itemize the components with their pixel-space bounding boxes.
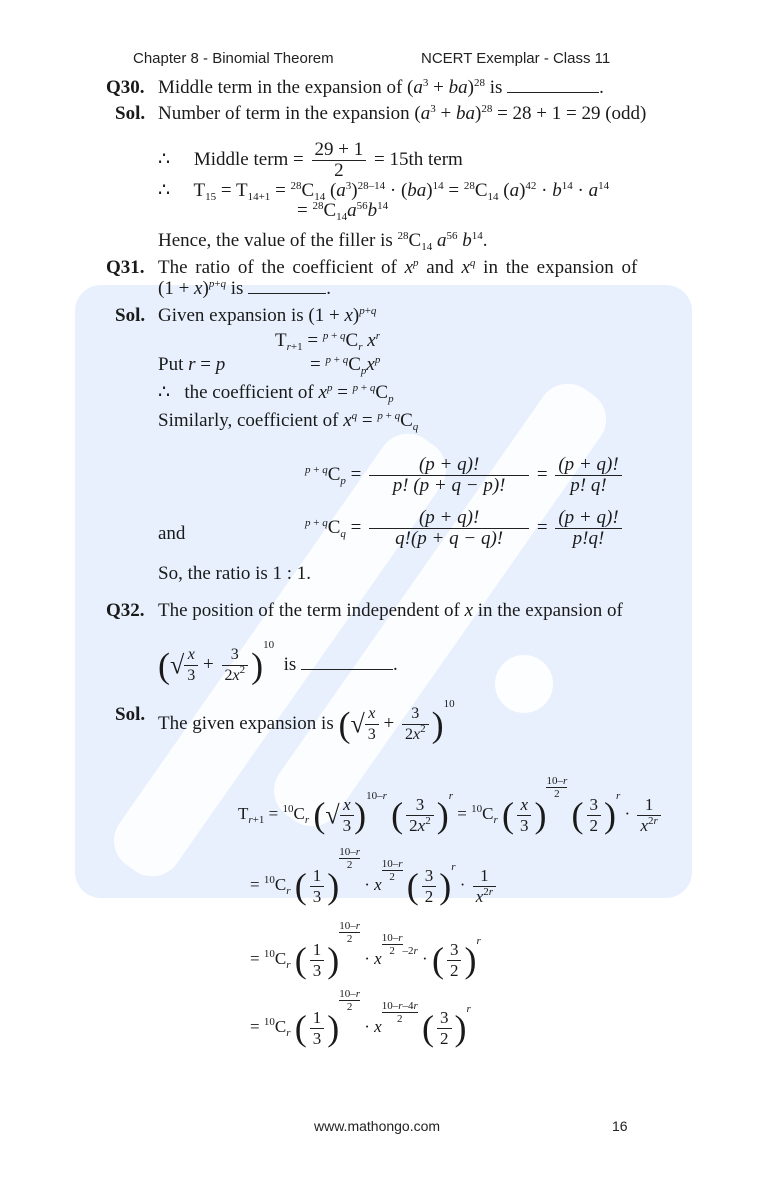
question-label-q31: Q31. — [106, 257, 145, 278]
solution-q32-step1: $T_{r+1} = ^{10}C_r$ (√ $\frac{x}{3}$ )$^{10-r}$ ( $\frac{3}{2x^2}$ )$^r = ^{10}C_r$ ( $\frac{x}{3}$ ) $\frac{10-r}{2}$ ( $\frac{3}{2}$ )$^r$ · $\frac{1}{x^{2r}}$ — [238, 775, 664, 836]
solution-q30-line1: Number of term in the expansion $(a^3 + ba)^{28} = 28 + 1 = 29$ (odd) — [158, 103, 647, 124]
solution-q31-line1: Given expansion is $(1 + x)^{p+q}$ — [158, 305, 377, 326]
question-q31-line1: The ratio of the coefficient of $x^p$ and $x^q$ in the expansion of — [158, 257, 638, 278]
solution-q32-step4: = $^{10}C_r$ ( $\frac{1}{3}$ ) $\frac{10-r}{2}$ · x $\frac{10-r-4r}{2}$ ( $\frac{3}{2}$ )$^r$ — [250, 988, 471, 1049]
footer-page-number: 16 — [612, 1118, 628, 1134]
solution-q32-line1: The given expansion is (√ $\frac{x}{3}$ + $\frac{3}{2x^2}$ )$^{10}$ — [158, 698, 455, 745]
solution-q31-eq-q: $^{p + q}C_q$ = $\frac{(p + q)!}{q!(p + q - q)!}$ = $\frac{(p + q)!}{p!q!}$ — [305, 508, 625, 549]
solution-label-q31: Sol. — [115, 305, 146, 326]
solution-q30-middle-term: ∴ Middle term = $\frac{29 + 1}{2}$ = 15th term — [158, 139, 463, 181]
solution-q30-conclusion: Hence, the value of the filler is $^{28}C_{14}$ $a^{56}$ $b^{14}$. — [158, 230, 488, 253]
solution-q31-tr1: $T_{r+1} = ^{p + q}C_r$ $x^r$ — [275, 330, 380, 353]
solution-q31-ratio: So, the ratio is 1 : 1. — [158, 563, 312, 584]
solution-q30-t15: ∴ $T_{15} = T_{14+1} = ^{28}C_{14}$ $(a^3)^{28-14} \cdot (ba)^{14} = ^{28}C_{14}$ $(a)^{42} \cdot b^{14} \cdot a^{14}$ — [158, 180, 610, 203]
question-q31-line2: $(1 + x)^{p+q}$ is . — [158, 278, 331, 299]
solution-q30-t15-simplified: = $^{28}C_{14}a^{56}b^{14}$ — [297, 200, 389, 223]
solution-q32-step2: = $^{10}C_r$ ( $\frac{1}{3}$ ) $\frac{10-r}{2}$ · x $\frac{10-r}{2}$ ( $\frac{3}{2}$ )$^r$ · $\frac{1}{x^{2r}}$ — [250, 846, 499, 907]
solution-q32-step3: = $^{10}C_r$ ( $\frac{1}{3}$ ) $\frac{10-r}{2}$ · x $\frac{10-r}{2}$ $^{-2r}$ · ( $\frac{3}{2}$ )$^r$ — [250, 920, 481, 981]
solution-q31-put: Put r = p — [158, 354, 226, 375]
solution-q31-put-result: = $^{p + q}C_px^p$ — [310, 354, 381, 377]
footer-website[interactable]: www.mathongo.com — [314, 1118, 441, 1134]
solution-label-q30: Sol. — [115, 103, 146, 124]
question-q30: Middle term in the expansion of $(a^3 + ba)^{28}$ is . — [158, 77, 604, 98]
solution-q31-and: and — [158, 523, 186, 544]
solution-label-q32: Sol. — [115, 704, 146, 725]
question-q32-line2: (√ $\frac{x}{3}$ + $\frac{3}{2x^2}$ )$^{10}$ is . — [158, 639, 398, 686]
chapter-title: Chapter 8 - Binomial Theorem — [133, 50, 334, 67]
solution-q31-coef-q: Similarly, coefficient of $x^q = ^{p + q}C_q$ — [158, 410, 419, 433]
book-title: NCERT Exemplar - Class 11 — [421, 50, 611, 67]
question-q32-line1: The position of the term independent of x in the expansion of — [158, 600, 623, 621]
solution-q31-eq-p: $^{p + q}C_p$ = $\frac{(p + q)!}{p! (p + q - p)!}$ = $\frac{(p + q)!}{p! q!}$ — [305, 455, 625, 496]
question-label-q30: Q30. — [106, 77, 145, 98]
solution-q31-coef-p: ∴ the coefficient of $x^p = ^{p + q}C_p$ — [158, 382, 394, 405]
question-label-q32: Q32. — [106, 600, 145, 621]
